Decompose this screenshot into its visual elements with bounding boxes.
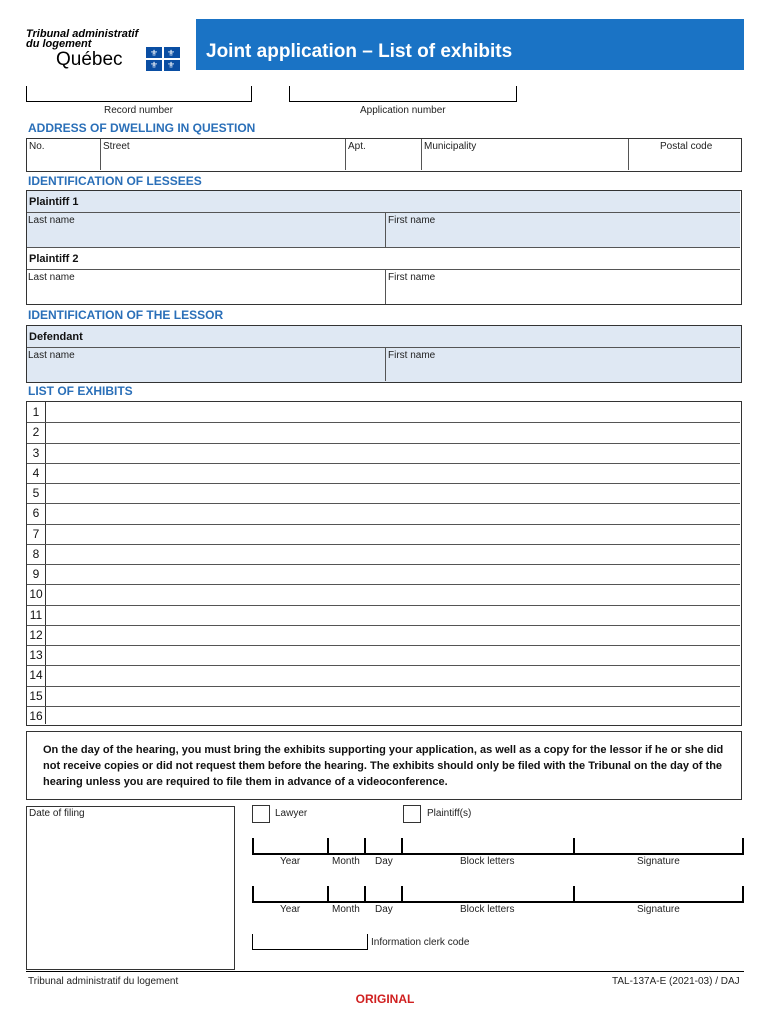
address-table (26, 138, 742, 172)
address-apt-field[interactable]: Apt. (348, 141, 366, 152)
exhibit-row[interactable] (46, 503, 740, 523)
plaintiff2-label: Plaintiff 2 (29, 253, 79, 265)
exhibit-row[interactable] (46, 524, 740, 544)
signature-label-1: Signature (637, 856, 680, 867)
exhibit-row-divider (27, 443, 740, 444)
exhibit-row-number: 15 (29, 688, 43, 703)
exhibit-row-number: 12 (29, 627, 43, 642)
exhibit-row-number: 5 (32, 486, 40, 500)
exhibit-row[interactable] (46, 564, 740, 584)
plaintiff1-band (27, 191, 740, 247)
exhibit-row-divider (27, 422, 740, 423)
day-label-1: Day (375, 856, 393, 867)
exhibit-row-number: 4 (32, 465, 40, 480)
record-number-field[interactable] (26, 86, 252, 102)
address-heading: ADDRESS OF DWELLING IN QUESTION (28, 121, 256, 135)
exhibit-row[interactable] (46, 706, 740, 726)
exhibit-row-divider (27, 544, 740, 545)
exhibit-row[interactable] (46, 665, 740, 685)
exhibit-row-number: 6 (32, 506, 40, 521)
exhibit-row-divider (27, 706, 740, 707)
exhibit-row[interactable] (46, 544, 740, 564)
lawyer-label: Lawyer (275, 808, 308, 819)
exhibit-row-number: 1 (32, 405, 40, 419)
fleur-icon: ⚜ (150, 48, 159, 58)
plaintiff1-last-name-field[interactable]: Last name (28, 215, 75, 226)
defendant-first-name-field[interactable]: First name (388, 350, 436, 361)
exhibits-heading: LIST OF EXHIBITS (28, 384, 133, 398)
exhibit-row[interactable] (46, 686, 740, 706)
fleur-icon: ⚜ (167, 48, 176, 58)
exhibit-row-divider (27, 625, 740, 626)
plaintiff1-first-name-field[interactable]: First name (388, 215, 436, 226)
signature-fields-2[interactable] (254, 884, 742, 901)
tribunal-logo-text (26, 29, 138, 49)
exhibit-row-divider (27, 645, 740, 646)
fleur-icon: ⚜ (167, 60, 176, 70)
logo-line-1: Tribunal administratif (26, 28, 139, 40)
defendant-label: Defendant (29, 331, 83, 343)
lawyer-checkbox[interactable] (252, 805, 270, 823)
exhibit-row[interactable] (46, 605, 740, 625)
exhibit-row-number: 2 (32, 425, 40, 440)
exhibit-row-divider (27, 524, 740, 525)
exhibit-row-number: 11 (29, 607, 43, 622)
footer-left: Tribunal administratif du logement (28, 976, 179, 987)
exhibit-row-divider (27, 686, 740, 687)
original-stamp: ORIGINAL (355, 992, 415, 1006)
record-number-label: Record number (104, 105, 173, 116)
exhibit-row-divider (27, 665, 740, 666)
exhibit-row[interactable] (46, 625, 740, 645)
exhibit-row-number: 10 (29, 587, 43, 602)
exhibit-row-divider (27, 605, 740, 606)
exhibit-row-divider (27, 564, 740, 565)
plaintiff2-last-name-field[interactable]: Last name (28, 272, 75, 283)
clerk-code-label: Information clerk code (371, 937, 470, 948)
exhibit-row-number: 9 (32, 567, 40, 581)
form-code: TAL-137A-E (2021-03) / DAJ (612, 976, 740, 987)
month-label-2: Month (332, 904, 360, 915)
lessor-heading: IDENTIFICATION OF THE LESSOR (28, 308, 224, 322)
date-of-filing-box[interactable] (26, 806, 235, 970)
title-banner (196, 19, 744, 70)
signature-line-1 (252, 853, 744, 855)
exhibit-row-number: 7 (32, 526, 40, 541)
block-letters-label-2: Block letters (460, 904, 515, 915)
plaintiff1-label: Plaintiff 1 (29, 196, 79, 208)
day-label-2: Day (375, 904, 393, 915)
date-of-filing-label: Date of filing (29, 808, 85, 819)
year-label-2: Year (280, 904, 301, 915)
address-no-field[interactable]: No. (29, 141, 45, 152)
exhibit-row[interactable] (46, 584, 740, 604)
exhibit-row-number: 16 (29, 708, 43, 723)
page-title: Joint application – List of exhibits (206, 41, 513, 62)
plaintiffs-checkbox[interactable] (403, 805, 421, 823)
address-postal-code-field[interactable]: Postal code (660, 141, 713, 152)
month-label-1: Month (332, 856, 360, 867)
signature-fields-1[interactable] (254, 836, 742, 853)
exhibit-row-divider (27, 483, 740, 484)
exhibit-row[interactable] (46, 402, 740, 422)
signature-label-2: Signature (637, 904, 680, 915)
exhibit-row[interactable] (46, 443, 740, 463)
plaintiff2-first-name-field[interactable]: First name (388, 272, 436, 283)
fleur-icon: ⚜ (150, 60, 159, 70)
exhibit-row[interactable] (46, 483, 740, 503)
defendant-last-name-field[interactable]: Last name (28, 350, 75, 361)
address-street-field[interactable]: Street (103, 141, 130, 152)
exhibit-row-number: 14 (29, 668, 43, 683)
exhibit-row[interactable] (46, 645, 740, 665)
logo-line-2: du logement (26, 38, 92, 50)
clerk-code-field[interactable] (252, 934, 368, 950)
application-number-field[interactable] (289, 86, 517, 102)
exhibit-row[interactable] (46, 463, 740, 483)
quebec-wordmark: Québec (56, 49, 123, 70)
exhibit-row-divider (27, 503, 740, 504)
exhibit-row-number: 13 (29, 648, 43, 662)
block-letters-label-1: Block letters (460, 856, 515, 867)
application-number-label: Application number (360, 105, 446, 116)
exhibit-row-divider (27, 584, 740, 585)
signature-line-2 (252, 901, 744, 903)
exhibit-row-number: 3 (32, 445, 40, 460)
plaintiffs-label: Plaintiff(s) (427, 808, 472, 819)
exhibit-row-number: 8 (32, 546, 40, 561)
fleur-de-lis-flag-icon (146, 47, 180, 71)
year-label-1: Year (280, 856, 301, 867)
lessor-table (26, 325, 742, 383)
lessees-heading: IDENTIFICATION OF LESSEES (28, 174, 202, 188)
exhibits-notice: On the day of the hearing, you must bring the exhibits supporting your application, as well as a copy for the lessor if he or she did not receive copies or did not request them before the hearing. The exhibits should only be filed with the Tribunal on the day of the hearing unless you are required to file them in advance of a videoconference. (26, 731, 742, 800)
address-municipality-field[interactable]: Municipality (424, 141, 477, 152)
exhibit-row[interactable] (46, 422, 740, 442)
lessees-table (26, 190, 742, 305)
exhibit-row-divider (27, 463, 740, 464)
